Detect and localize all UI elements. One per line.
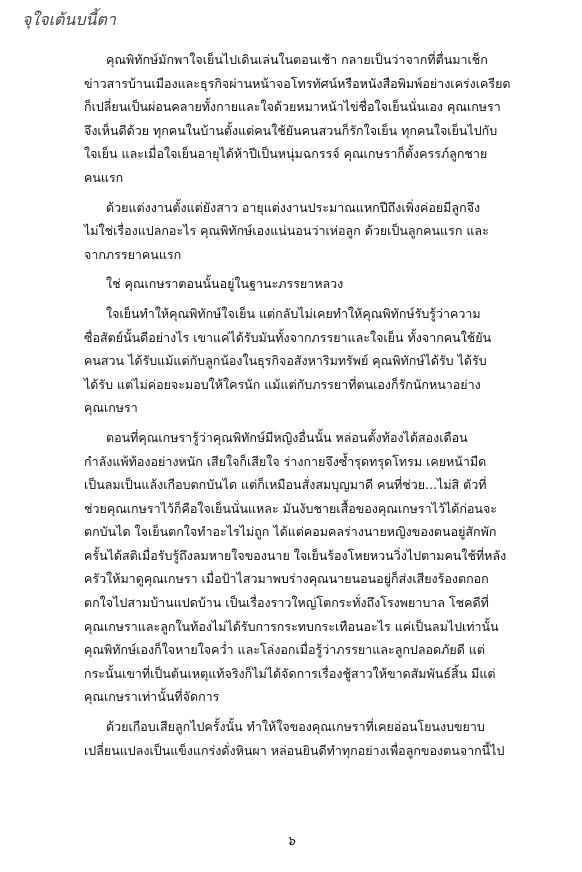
text-line: ช่วยคุณเกษราไว้ก็คือใจเย็นนั่นแหละ มันงับชายเสื้อของคุณเกษราไว้ได้ก่อนจะ	[84, 500, 498, 516]
text-line: ใจเย็นทำให้คุณพิทักษ์ใจเย็น แต่กลับไม่เคยทำให้คุณพิทักษ์รับรู้ว่าความ	[106, 305, 481, 321]
text-line: ก็เปลี่ยนเป็นผ่อนคลายทั้งกายและใจด้วยหมาหน้าไข่ชื่อใจเย็นนั่นเอง คุณเกษรา	[84, 99, 501, 115]
text-line: เปลี่ยนแปลงเป็นแข็งแกร่งดั่งหินผา หล่อนยินดีทำทุกอย่างเพื่อลูกของตนจากนี้ไป	[84, 742, 505, 758]
text-line: ข่าวสารบ้านเมืองและธุรกิจผ่านหน้าจอโทรทัศน์หรือหนังสือพิมพ์อย่างเคร่งเครียด	[84, 75, 511, 91]
text-line: คุณเกษราเท่านั้นที่จัดการ	[84, 689, 220, 705]
text-line: ได้รับ แต่ไม่ค่อยจะมอบให้ใครนัก แม้แต่กับภรรยาที่ตนเองก็รักนักหนาอย่าง	[84, 376, 481, 392]
paragraph-1	[84, 48, 514, 190]
text-line: ใช่ คุณเกษราตอนนั้นอยู่ในฐานะภรรยาหลวง	[106, 276, 344, 292]
text-line: คุณเกษรา	[84, 400, 138, 416]
text-line: คนแรก	[84, 169, 124, 185]
text-line: ซื่อสัตย์นั้นดีอย่างไร เขาแค่ได้รับมันทั้งจากภรรยาและใจเย็น ทั้งจากคนใช้ยัน	[84, 329, 492, 345]
document-body	[84, 48, 514, 768]
paragraph-6	[84, 715, 514, 762]
paragraph-5	[84, 426, 514, 709]
text-line: คนสวน ได้รับแม้แต่กับลูกน้องในธุรกิจอสังหาริมทรัพย์ คุณพิทักษ์ได้รับ ได้รับ	[84, 353, 487, 369]
text-line: กระนั้นเขาที่เป็นต้นเหตุแท้จริงก็ไม่ได้จัดการเรื่องชู้สาวให้ขาดสัมพันธ์สิ้น มีแต่	[84, 665, 496, 681]
text-line: ครัวให้มาดูคุณเกษรา เมื่อป้าไสวมาพบร่างคุณนายนอนอยู่ก็ส่งเสียงร้องตกอก	[84, 571, 489, 587]
text-line: คุณเกษราและลูกในท้องไม่ได้รับการกระทบกระเทือนอะไร แค่เป็นลมไปเท่านั้น	[84, 618, 499, 634]
paragraph-2	[84, 196, 514, 267]
text-line: กำลังแพ้ท้องอย่างหนัก เสียใจก็เสียใจ ร่างกายจึงซ้ำรุดทรุดโทรม เคยหน้ามืด	[84, 453, 487, 469]
text-line: คุณพิทักษ์มักพาใจเย็นไปเดินเล่นในตอนเช้า กลายเป็นว่าจากที่ตื่นมาเช็ก	[106, 52, 488, 67]
text-line: จากภรรยาคนแรก	[84, 246, 182, 262]
text-line: ไม่ใช่เรื่องแปลกอะไร คุณพิทักษ์เองแน่นอนว่าเห่อลูก ด้วยเป็นลูกคนแรก และ	[84, 223, 489, 239]
header-logo: จุใจเต้นบนี้ตา	[22, 10, 116, 29]
text-line: ตกใจไปสามบ้านแปดบ้าน เป็นเรื่องราวใหญ่โตกระทั่งถึงโรงพยาบาล โชคดีที่	[84, 595, 489, 611]
page-number: ๖	[286, 834, 296, 849]
paragraph-4	[84, 302, 514, 420]
paragraph-3	[84, 272, 514, 296]
text-line: ใจเย็น และเมื่อใจเย็นอายุได้ห้าปีเป็นหนุ่มฉกรรจ์ คุณเกษราก็ตั้งครรภ์ลูกชาย	[84, 146, 488, 162]
text-line: ตอนที่คุณเกษรารู้ว่าคุณพิทักษ์มีหญิงอื่นนั้น หล่อนตั้งท้องได้สองเดือน	[106, 429, 468, 445]
text-line: จึงเห็นดีด้วย ทุกคนในบ้านตั้งแต่คนใช้ยันคนสวนก็รักใจเย็น ทุกคนใจเย็นไปกับ	[84, 122, 498, 138]
text-line: ตกบันได ใจเย็นตกใจทำอะไรไม่ถูก ได้แต่คอมคลร่างนายหญิงของตนอยู่สักพัก	[84, 524, 497, 540]
text-line: คุณพิทักษ์เองก็ใจหายใจคว่ำ และโล่งอกเมื่อรู้ว่าภรรยาและลูกปลอดภัยดี แต่	[84, 642, 485, 658]
text-line: ครั้นได้สติเมื่อรับรู้ถึงลมหายใจของนาย ใจเย็นร้องโหยหวนวิ่งไปตามคนใช้ที่หลัง	[84, 547, 507, 563]
text-line: เป็นลมเป็นแล้งเกือบตกบันได แต่ก็เหมือนสั่งสมบุญมาดี คนที่ช่วย...ไม่สิ ตัวที่	[84, 477, 487, 493]
text-line: ด้วยแต่งงานตั้งแต่ยังสาว อายุแต่งงานประมาณแหกปีถึงเพิ่งค่อยมีลูกจึง	[106, 199, 481, 215]
text-line: ด้วยเกือบเสียลูกไปครั้งนั้น ทำให้ใจของคุณเกษราที่เคยอ่อนโยนงบขยาบ	[106, 719, 485, 735]
